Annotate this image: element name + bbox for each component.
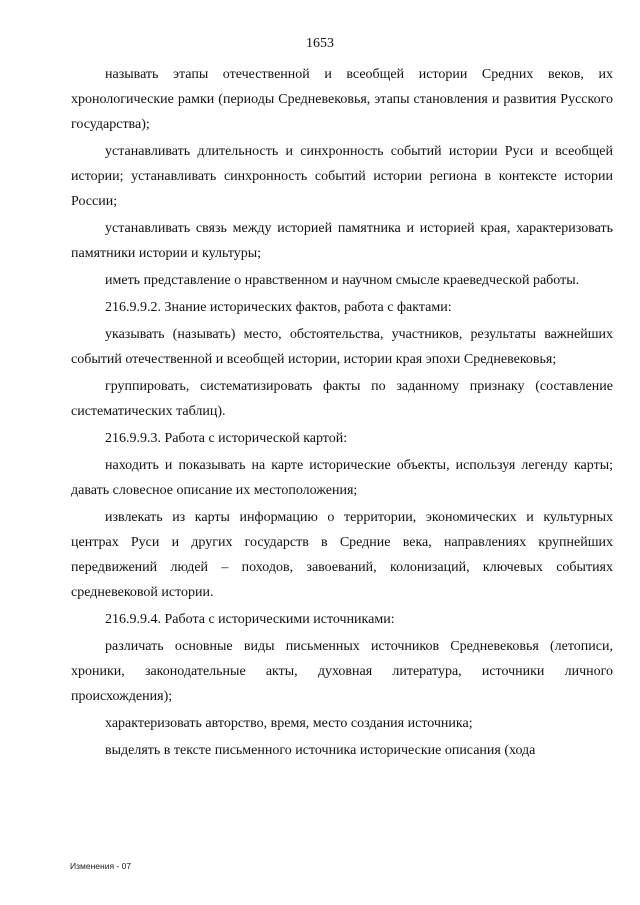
paragraph: устанавливать связь между историей памятника и историей края, характеризовать памятники истории и культуры; (71, 221, 613, 261)
paragraph: иметь представление о нравственном и научном смысле краеведческой работы. (105, 273, 580, 288)
paragraph: устанавливать длительность и синхронность событий истории Руси и всеобщей истории; устанавливать синхронность событий истории региона в контексте истории России; (71, 144, 613, 209)
paragraph: извлекать из карты информацию о территории, экономических и культурных центрах Руси и других государств в Средние века, направлениях крупнейших передвижений людей – походов, завоеваний, колонизаций, ключевых событиях средневековой истории. (71, 510, 613, 600)
paragraph: называть этапы отечественной и всеобщей истории Средних веков, их хронологические рамки (периоды Средневековья, этапы становления и развития Русского государства); (71, 67, 613, 132)
paragraph: характеризовать авторство, время, место создания источника; (105, 716, 473, 731)
paragraph: выделять в тексте письменного источника исторические описания (хода (105, 743, 536, 758)
paragraph: различать основные виды письменных источников Средневековья (летописи, хроники, законодательные акты, духовная литература, источники личного происхождения); (71, 639, 613, 704)
paragraph: находить и показывать на карте исторические объекты, используя легенду карты; давать словесное описание их местоположения; (71, 458, 613, 498)
paragraph: группировать, систематизировать факты по заданному признаку (составление систематических таблиц). (71, 379, 613, 419)
section-heading: 216.9.9.4. Работа с историческими источниками: (105, 612, 395, 627)
page-number: 1653 (306, 36, 334, 51)
footer-revision-note: Изменения - 07 (70, 861, 132, 871)
section-heading: 216.9.9.2. Знание исторических фактов, работа с фактами: (105, 300, 452, 315)
paragraph: указывать (называть) место, обстоятельства, участников, результаты важнейших событий отечественной и всеобщей истории, истории края эпохи Средневековья; (71, 327, 613, 367)
section-heading: 216.9.9.3. Работа с исторической картой: (105, 431, 348, 446)
body-text (71, 62, 613, 765)
